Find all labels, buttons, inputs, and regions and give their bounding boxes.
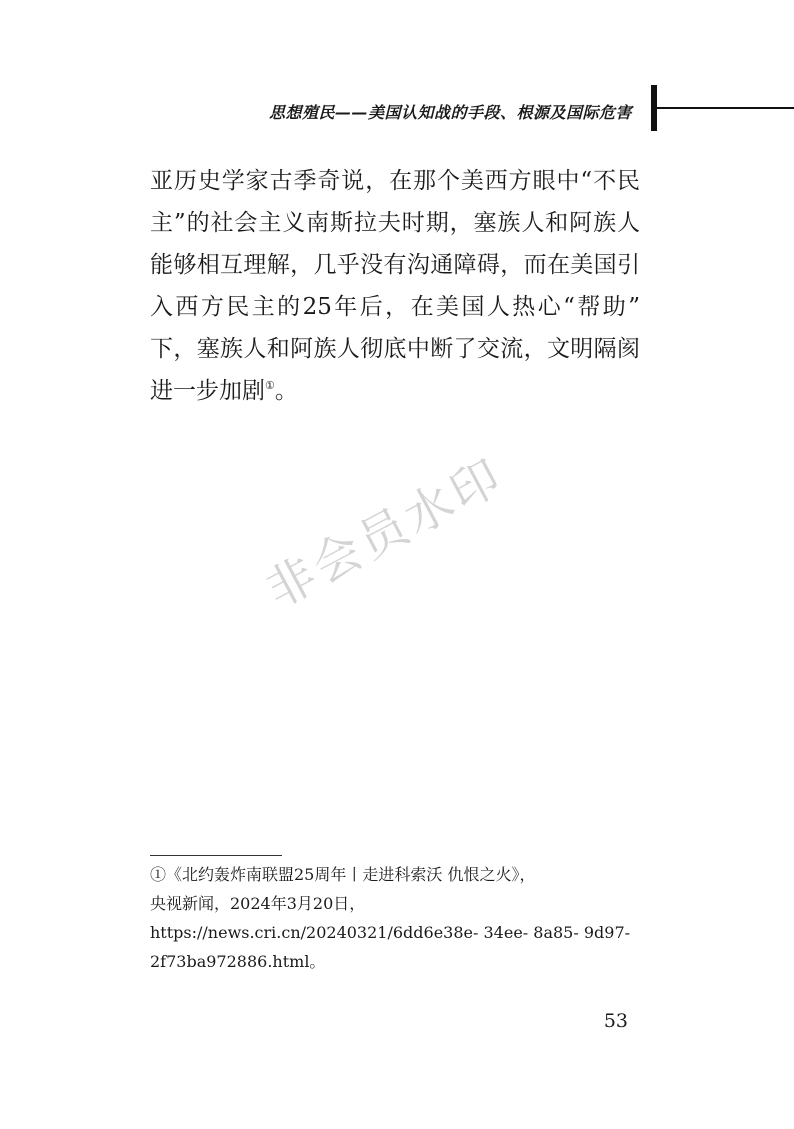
body-line: 入西方民主的25年后，在美国人热心“帮助” [150,294,640,320]
footnote-rule [150,855,282,856]
footnote [150,860,632,976]
body-line: 下，塞族人和阿族人彻底中断了交流，文明隔阂 [150,336,640,362]
footnote-line: ①《北约轰炸南联盟25周年丨走进科索沃 仇恨之火》， [150,865,536,884]
watermark: 非会员水印 [257,447,514,620]
footnote-reference[interactable]: ① [265,379,275,392]
body-paragraph [150,160,640,412]
body-line: 主”的社会主义南斯拉夫时期，塞族人和阿族人 [150,210,640,236]
body-line-last [150,370,640,412]
footnote-line: 央视新闻，2024年3月20日， [150,894,366,913]
footnote-url-line[interactable]: 2f73ba972886.html。 [150,952,326,971]
closing-punctuation: 。 [274,378,298,404]
footnote-url-line[interactable]: https://news.cri.cn/20240321/6dd6e38e- 34ee- 8a85- 9d97- [150,923,631,942]
body-line: 亚历史学家古季奇说，在那个美西方眼中“不民 [150,168,640,194]
body-line: 能够相互理解，几乎没有沟通障碍，而在美国引 [150,252,640,278]
body-line-text: 进一步加剧 [150,378,265,404]
running-head: 思想殖民——美国认知战的手段、根源及国际危害 [268,103,632,122]
running-head-rule [657,107,794,109]
page-number: 53 [603,1010,628,1032]
